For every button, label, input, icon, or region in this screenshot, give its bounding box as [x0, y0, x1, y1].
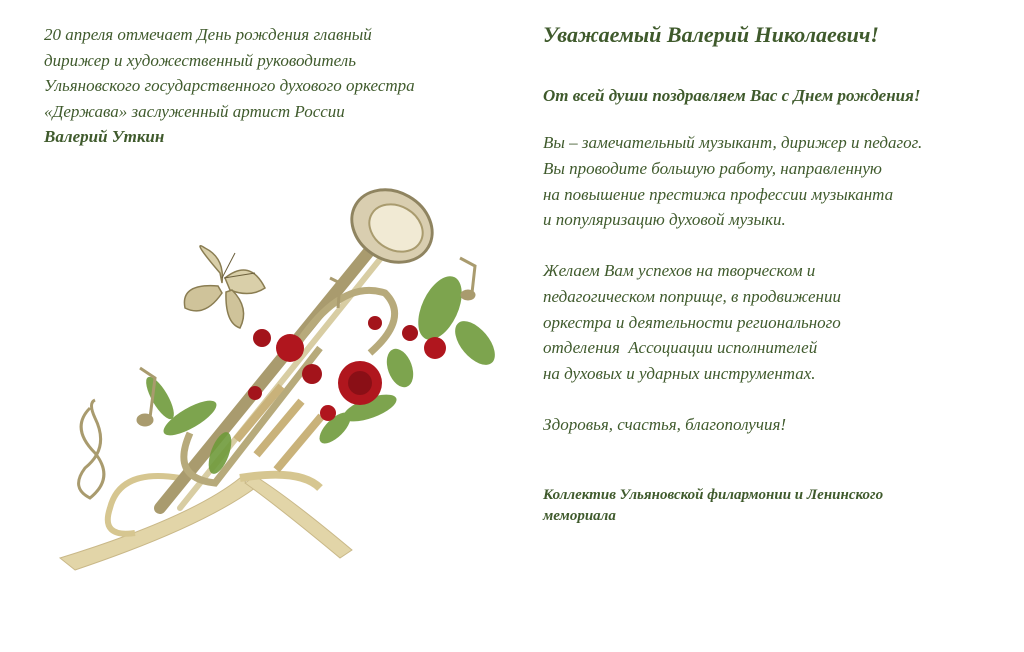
paragraph-line: на повышение престижа профессии музыканта	[543, 184, 894, 204]
intro-line: Ульяновского государственного духового оркестра	[44, 76, 415, 95]
ribbon-icon	[60, 475, 352, 570]
intro-line: дирижер и художественный руководитель	[44, 50, 356, 70]
signature-line: мемориала	[543, 508, 616, 524]
signature-line: Коллектив Ульяновской филармонии и Ленинского	[543, 487, 884, 503]
paragraph-line: на духовых и ударных инструментах.	[543, 364, 816, 384]
paragraph-line: педагогическом поприще, в продвижении	[543, 286, 841, 306]
congratulations-line: От всей души поздравляем Вас с Днем рождения!	[543, 86, 921, 105]
paragraph-line: Здоровья, счастья, благополучия!	[543, 415, 787, 434]
paragraph-line: оркестра и деятельности регионального	[543, 312, 841, 332]
paragraph-line: Желаем Вам успехов на творческом и	[543, 261, 816, 280]
paragraph-praise	[543, 130, 1013, 233]
paragraph-line: и популяризацию духовой музыки.	[543, 210, 786, 230]
butterfly-icon	[184, 246, 265, 328]
paragraph-line: отделения Ассоциации исполнителей	[543, 338, 818, 358]
signature	[543, 485, 1013, 527]
paragraph-line: Вы – замечательный музыкант, дирижер и педагог.	[543, 133, 923, 152]
intro-text	[44, 22, 504, 150]
honoree-name: Валерий Уткин	[44, 127, 165, 146]
intro-line: «Держава» заслуженный артист России	[44, 101, 345, 121]
trumpet-roses-illustration	[40, 178, 510, 578]
paragraph-line: Вы проводите большую работу, направленную	[543, 158, 882, 178]
paragraph-health	[543, 412, 1013, 438]
music-notes-icon	[79, 258, 475, 498]
intro-line: 20 апреля отмечает День рождения главный	[44, 25, 372, 44]
paragraph-wishes	[543, 258, 1013, 387]
greeting-heading: Уважаемый Валерий Николаевич!	[543, 22, 879, 47]
